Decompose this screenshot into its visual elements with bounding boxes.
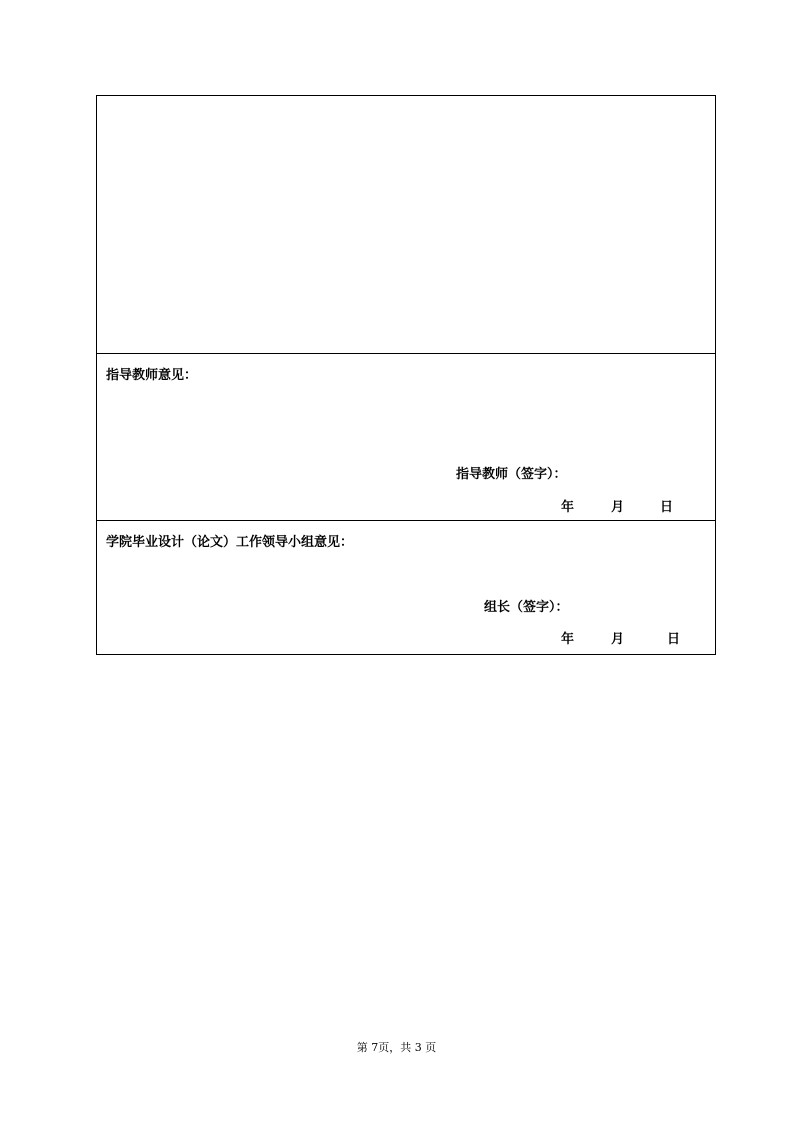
committee-date-year: 年 — [561, 632, 575, 647]
advisor-opinion-section — [97, 354, 715, 521]
advisor-signature-label: 指导教师（签字）： — [456, 467, 567, 482]
committee-date-day: 日 — [667, 632, 681, 647]
committee-date-month: 月 — [611, 632, 625, 647]
blank-content-section — [97, 96, 715, 354]
advisor-date-day: 日 — [660, 500, 674, 515]
advisor-opinion-title: 指导教师意见： — [106, 368, 198, 383]
committee-opinion-title: 学院毕业设计（论文）工作领导小组意见： — [106, 535, 354, 550]
advisor-date-month: 月 — [611, 500, 625, 515]
evaluation-form-table — [96, 95, 716, 655]
committee-leader-signature-label: 组长（签字）： — [484, 600, 569, 615]
page-footer: 第 7页，共 3 页 — [356, 1041, 437, 1054]
advisor-date-year: 年 — [561, 500, 575, 515]
committee-opinion-section — [97, 521, 715, 654]
